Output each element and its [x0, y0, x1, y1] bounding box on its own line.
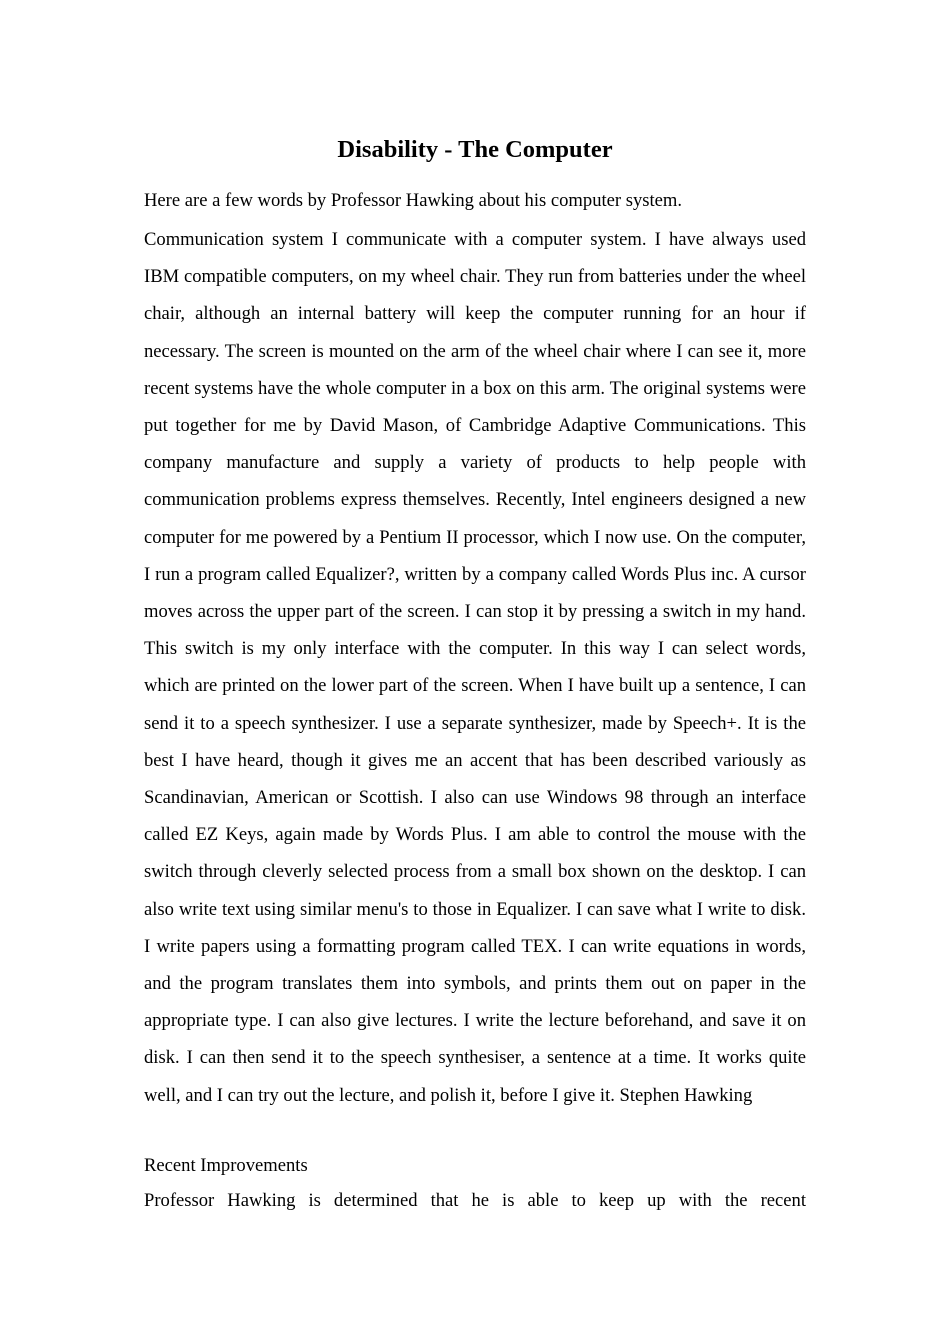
intro-paragraph: Here are a few words by Professor Hawking about his computer system. — [144, 190, 683, 211]
page-title: Disability - The Computer — [337, 136, 613, 163]
section-heading: Recent Improvements — [144, 1155, 308, 1176]
section-paragraph: Professor Hawking is determined that he is able to keep up with the recent — [144, 1190, 806, 1211]
body-paragraph: Communication system I communicate with a computer system. I have always used IBM compatible computers, on my wheel chair. They run from batteries under the wheel chair, although an internal battery will keep the computer running for an hour if necessary. The screen is mounted on the arm of the wheel chair where I can see it, more recent systems have the whole computer in a box on this arm. The original systems were put together for me by David Mason, of Cambridge Adaptive Communications. This company manufacture and supply a variety of products to help people with communication problems express themselves. Recently, Intel engineers designed a new computer for me powered by a Pentium II processor, which I now use. On the computer, I run a program called Equalizer?, written by a company called Words Plus inc. A cursor moves across the upper part of the screen. I can stop it by pressing a switch in my hand. This switch is my only interface with the computer. In this way I can select words, which are printed on the lower part of the screen. When I have built up a sentence, I can send it to a speech synthesizer. I use a separate synthesizer, made by Speech+. It is the best I have heard, though it gives me an accent that has been described variously as Scandinavian, American or Scottish. I also can use Windows 98 through an interface called EZ Keys, again made by Words Plus. I am able to control the mouse with the switch through cleverly selected process from a small box shown on the desktop. I can also write text using similar menu's to those in Equalizer. I can save what I write to disk. I write papers using a formatting program called TEX. I can write equations in words, and the program translates them into symbols, and prints them out on paper in the appropriate type. I can also give lectures. I write the lecture beforehand, and save it on disk. I can then send it to the speech synthesiser, a sentence at a time. It works quite well, and I can try out the lecture, and polish it, before I give it. Stephen Hawking — [144, 229, 806, 1106]
